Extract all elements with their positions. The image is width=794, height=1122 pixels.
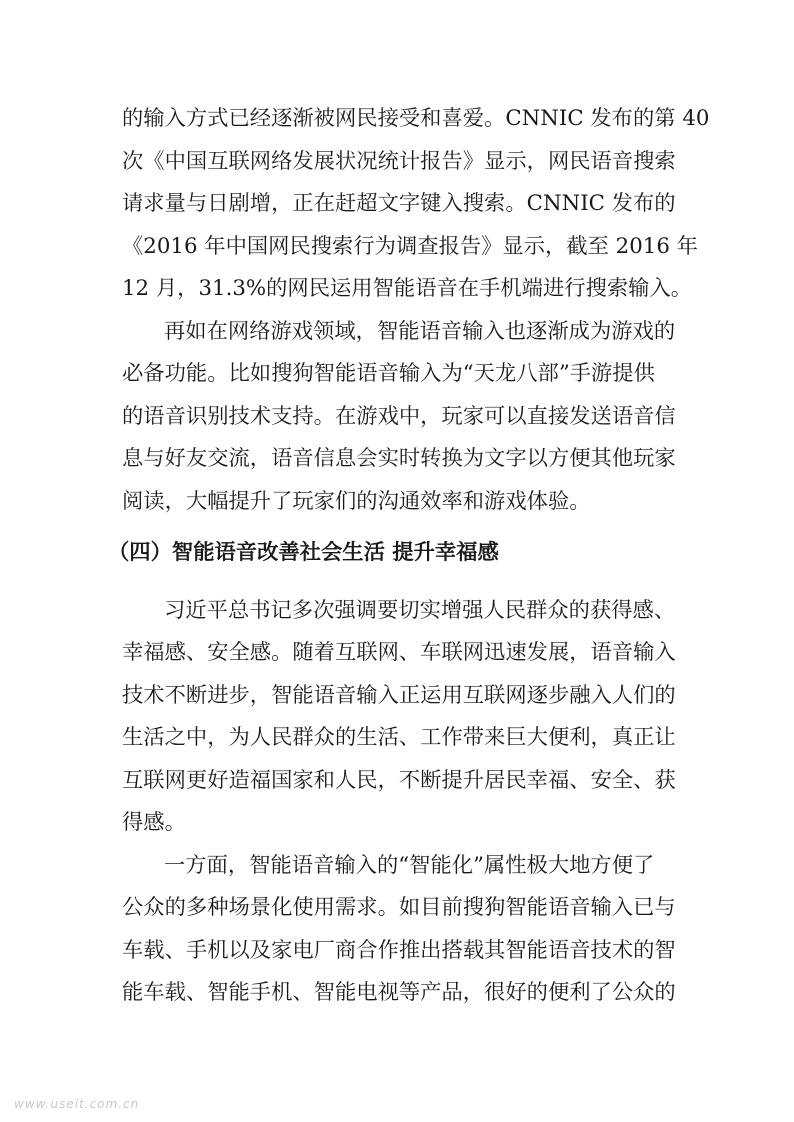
paragraph-line: 车载、手机以及家电厂商合作推出搭载其智能语音技术的智 (122, 938, 676, 963)
watermark-text: www.useit.com.cn (14, 1097, 140, 1111)
paragraph-line: 公众的多种场景化使用需求。如目前搜狗智能语音输入已与 (122, 895, 676, 920)
paragraph-line: 12 月，31.3%的网民运用智能语音在手机端进行搜索输入。 (122, 276, 693, 301)
paragraph-line: 生活之中，为人民群众的生活、工作带来巨大便利，真正让 (122, 725, 676, 750)
paragraph-line: 的输入方式已经逐渐被网民接受和喜爱。CNNIC 发布的第 40 (122, 106, 710, 131)
paragraph-line: 阅读，大幅提升了玩家们的沟通效率和游戏体验。 (122, 489, 591, 514)
paragraph-line: 习近平总书记多次强调要切实增强人民群众的获得感、 (164, 598, 676, 623)
paragraph-line: 能车载、智能手机、智能电视等产品，很好的便利了公众的 (122, 980, 676, 1005)
paragraph-line: 一方面，智能语音输入的“智能化”属性极大地方便了 (164, 853, 655, 878)
paragraph-line: 的语音识别技术支持。在游戏中，玩家可以直接发送语音信 (122, 404, 676, 429)
paragraph-line: 幸福感、安全感。随着互联网、车联网迅速发展，语音输入 (122, 640, 676, 665)
paragraph-line: 技术不断进步，智能语音输入正运用互联网逐步融入人们的 (122, 683, 676, 708)
paragraph-line: 《2016 年中国网民搜索行为调查报告》显示，截至 2016 年 (122, 234, 698, 259)
paragraph-line: 互联网更好造福国家和人民，不断提升居民幸福、安全、获 (122, 768, 676, 793)
paragraph-line: 必备功能。比如搜狗智能语音输入为“天龙八部”手游提供 (122, 361, 655, 386)
section-heading: （四）智能语音改善社会生活 提升幸福感 (108, 540, 499, 565)
paragraph-line: 次《中国互联网络发展状况统计报告》显示，网民语音搜索 (122, 149, 676, 174)
paragraph-line: 再如在网络游戏领域，智能语音输入也逐渐成为游戏的 (164, 319, 676, 344)
paragraph-line: 得感。 (122, 810, 186, 835)
paragraph-line: 息与好友交流，语音信息会实时转换为文字以方便其他玩家 (122, 446, 676, 471)
paragraph-line: 请求量与日剧增，正在赶超文字键入搜索。CNNIC 发布的 (122, 191, 676, 216)
